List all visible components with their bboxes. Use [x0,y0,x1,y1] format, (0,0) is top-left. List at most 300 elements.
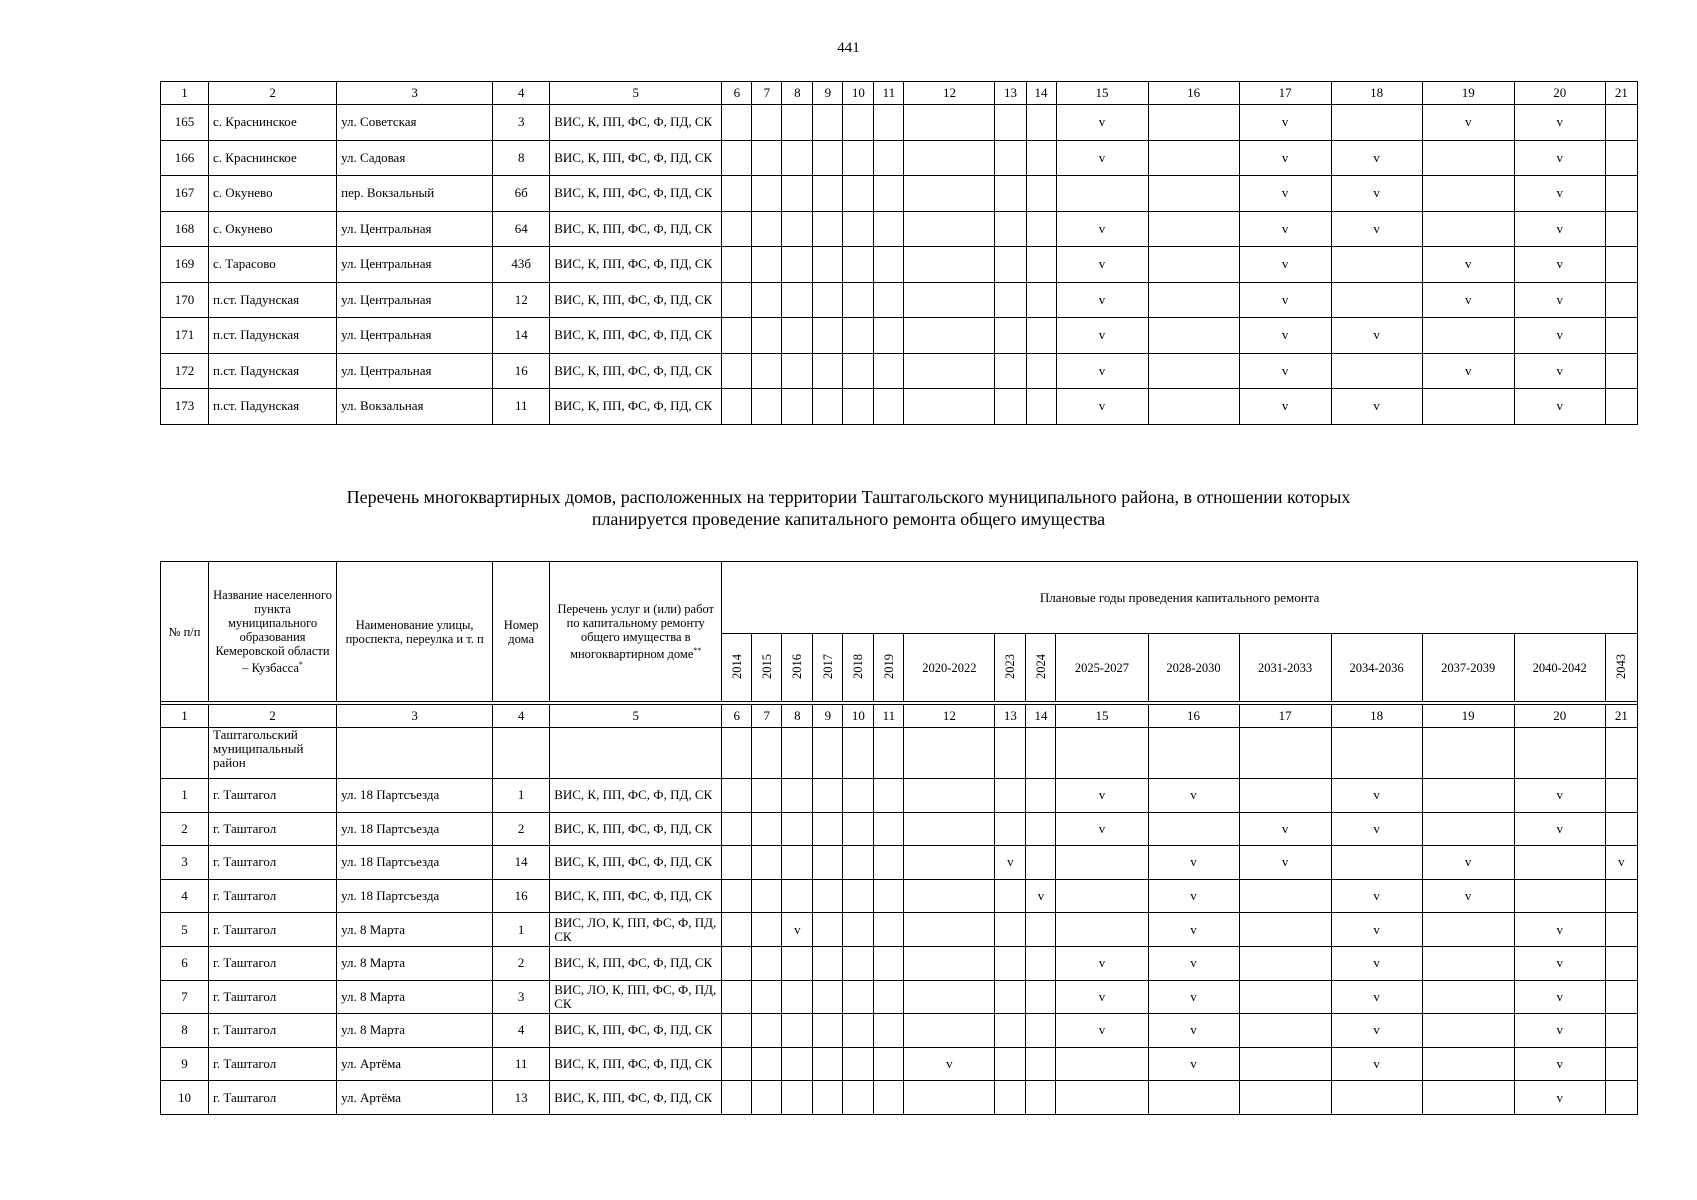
header-year-label: 2040-2042 [1532,660,1587,675]
column-index-cell: 18 [1331,82,1422,105]
row-year-cell [1605,353,1637,389]
header-year [752,634,782,702]
row-year-cell [1239,1014,1331,1048]
check-mark: v [1373,185,1380,201]
row-house: 6б [493,176,550,212]
header-year-label: 2023 [1003,653,1018,679]
row-year-cell [843,211,874,247]
row-services: ВИС, К, ПП, ФС, Ф, ПД, СК [550,176,722,212]
column-index-cell: 19 [1422,705,1514,728]
row-year-cell [782,980,813,1014]
row-year-cell [752,779,782,813]
check-mark: v [1373,149,1380,165]
row-year-cell [995,247,1026,283]
row-year-cell [874,105,904,141]
row-year-cell [1331,980,1422,1014]
row-year-cell [813,247,843,283]
row-year-cell [1026,1014,1056,1048]
row-year-cell [1514,913,1605,947]
row-year-cell [1239,389,1331,425]
row-year-cell [1605,247,1637,283]
row-year-cell [722,389,752,425]
row-year-cell [1239,282,1331,318]
row-year-cell [843,318,874,354]
column-index-cell: 8 [782,82,813,105]
check-mark: v [1281,220,1289,236]
check-mark: v [1373,1022,1380,1038]
row-year-cell [782,105,813,141]
row-street: ул. 18 Партсъезда [337,879,493,913]
column-index-cell: 21 [1605,82,1637,105]
table-row [161,1081,1638,1115]
row-year-cell [1605,846,1637,880]
row-year-cell [1514,1014,1605,1048]
row-number: 10 [161,1081,209,1115]
header-year [1026,634,1056,702]
row-year-cell [995,980,1026,1014]
row-year-cell [995,211,1026,247]
row-house: 4 [493,1014,550,1048]
row-year-cell [1026,1047,1056,1081]
row-year-cell [874,389,904,425]
row-year-cell [1026,105,1056,141]
row-year-cell [995,389,1026,425]
row-year-cell [1422,105,1514,141]
row-year-cell [904,1047,995,1081]
row-number: 168 [161,211,209,247]
row-street: ул. Центральная [337,247,493,283]
row-number: 6 [161,946,209,980]
row-year-cell [874,779,904,813]
row-number: 165 [161,105,209,141]
row-year-cell [1026,176,1056,212]
check-mark: v [1098,114,1106,130]
check-mark: v [1556,988,1563,1004]
check-mark: v [1098,149,1106,165]
row-year-cell [1605,389,1637,425]
check-mark: v [1464,888,1472,904]
row-year-cell [752,879,782,913]
header-year [904,634,995,702]
district-row [161,728,1638,779]
check-mark: v [1556,820,1563,836]
row-year-cell [1331,282,1422,318]
check-mark: v [1098,256,1106,272]
row-year-cell [722,812,752,846]
row-year-cell [1148,211,1239,247]
header-year [1239,634,1331,702]
row-year-cell [722,140,752,176]
row-locality: г. Таштагол [209,1014,337,1048]
row-year-cell [722,318,752,354]
row-year-cell [813,176,843,212]
row-year-cell [843,389,874,425]
header-year [1056,634,1148,702]
row-year-cell [904,879,995,913]
row-street: ул. 8 Марта [337,980,493,1014]
row-year-cell [995,812,1026,846]
page-number: 441 [837,40,860,56]
row-year-cell [1239,846,1331,880]
row-year-cell [782,353,813,389]
row-year-cell [904,1081,995,1115]
row-year-cell [1331,779,1422,813]
check-mark: v [1464,854,1472,870]
row-year-cell [843,1047,874,1081]
row-year-cell [1026,812,1056,846]
row-services: ВИС, ЛО, К, ПП, ФС, Ф, ПД, СК [550,980,722,1014]
row-house: 14 [493,846,550,880]
row-year-cell [1026,879,1056,913]
row-year-cell [1514,812,1605,846]
row-number: 5 [161,913,209,947]
row-year-cell [1148,353,1239,389]
row-year-cell [1239,879,1331,913]
row-year-cell [813,1081,843,1115]
row-year-cell [1605,318,1637,354]
row-year-cell [843,913,874,947]
column-index-cell: 9 [813,705,843,728]
check-mark: v [1373,220,1380,236]
row-year-cell [1422,913,1514,947]
check-mark: v [1190,921,1197,937]
row-locality: с. Краснинское [209,105,337,141]
row-year-cell [1239,353,1331,389]
row-street: ул. 8 Марта [337,946,493,980]
table-bottom-body [161,562,1638,1115]
header-year [1514,634,1605,702]
row-year-cell [1422,812,1514,846]
check-mark: v [1556,114,1564,130]
row-year-cell [782,946,813,980]
row-year-cell [813,105,843,141]
list-title [0,486,1697,530]
row-year-cell [874,1047,904,1081]
row-year-cell [1331,1081,1422,1115]
row-year-cell [752,946,782,980]
check-mark: v [1556,220,1564,236]
column-index-cell: 15 [1056,705,1148,728]
column-index-cell: 1 [161,82,209,105]
row-year-cell [1056,946,1148,980]
row-year-cell [995,846,1026,880]
check-mark: v [1098,955,1106,971]
row-year-cell [995,879,1026,913]
row-year-cell [1422,353,1514,389]
column-index-cell: 5 [550,82,722,105]
row-year-cell [995,1081,1026,1115]
header-year-label: 2016 [790,653,805,679]
row-year-cell [813,812,843,846]
row-year-cell [782,282,813,318]
check-mark: v [1098,220,1106,236]
row-year-cell [1056,1081,1148,1115]
row-year-cell [1026,913,1056,947]
row-locality: г. Таштагол [209,946,337,980]
row-year-cell [1605,282,1637,318]
check-mark: v [1556,327,1564,343]
row-year-cell [752,211,782,247]
row-year-cell [1605,140,1637,176]
row-year-cell [1056,211,1148,247]
row-year-cell [722,879,752,913]
row-year-cell [1514,879,1605,913]
row-year-cell [752,1014,782,1048]
row-number: 1 [161,779,209,813]
check-mark: v [794,921,801,937]
row-street: ул. Вокзальная [337,389,493,425]
row-number: 8 [161,1014,209,1048]
row-year-cell [722,846,752,880]
row-year-cell [874,282,904,318]
row-year-cell [874,913,904,947]
table-row [161,176,1638,212]
row-year-cell [1239,176,1331,212]
row-year-cell [843,1081,874,1115]
header-year [1331,634,1422,702]
row-year-cell [843,1014,874,1048]
check-mark: v [1373,1056,1380,1072]
row-year-cell [995,282,1026,318]
row-year-cell [995,1047,1026,1081]
row-year-cell [904,1014,995,1048]
row-year-cell [1056,980,1148,1014]
row-year-cell [813,846,843,880]
row-year-cell [1514,779,1605,813]
column-index-cell: 17 [1239,82,1331,105]
row-year-cell [1148,176,1239,212]
row-year-cell [843,140,874,176]
row-year-cell [752,389,782,425]
row-year-cell [1148,946,1239,980]
row-year-cell [1514,980,1605,1014]
table-row [161,846,1638,880]
row-number: 172 [161,353,209,389]
check-mark: v [1373,921,1380,937]
row-year-cell [722,211,752,247]
check-mark: v [1281,854,1289,870]
row-year-cell [995,913,1026,947]
row-year-cell [843,812,874,846]
check-mark: v [1373,820,1380,836]
row-locality: г. Таштагол [209,1047,337,1081]
check-mark: v [1464,256,1472,272]
column-index-cell: 2 [209,82,337,105]
row-year-cell [904,282,995,318]
column-index-cell: 12 [904,705,995,728]
row-year-cell [752,812,782,846]
row-year-cell [904,389,995,425]
check-mark: v [1556,921,1563,937]
row-services: ВИС, К, ПП, ФС, Ф, ПД, СК [550,140,722,176]
row-year-cell [1148,140,1239,176]
row-year-cell [1605,211,1637,247]
row-year-cell [1056,282,1148,318]
check-mark: v [1281,327,1289,343]
row-year-cell [1026,389,1056,425]
row-street: ул. Центральная [337,353,493,389]
row-street: ул. Центральная [337,282,493,318]
header-year-label: 2025-2027 [1074,660,1130,675]
row-year-cell [1056,247,1148,283]
row-year-cell [1148,1014,1239,1048]
row-year-cell [1331,846,1422,880]
row-year-cell [1605,1081,1637,1115]
row-year-cell [904,779,995,813]
row-year-cell [1331,1047,1422,1081]
table-row [161,105,1638,141]
row-year-cell [1331,1014,1422,1048]
row-year-cell [1514,105,1605,141]
header-street: Наименование улицы, проспекта, переулка и т. п [337,562,493,702]
row-year-cell [1239,318,1331,354]
list-title-line-2: планируется проведение капитального ремонта общего имущества [591,509,1106,529]
row-house: 14 [493,318,550,354]
row-services: ВИС, К, ПП, ФС, Ф, ПД, СК [550,1014,722,1048]
column-index-cell: 9 [813,82,843,105]
row-year-cell [1422,1047,1514,1081]
row-house: 8 [493,140,550,176]
row-year-cell [722,105,752,141]
column-index-cell: 13 [995,82,1026,105]
row-year-cell [1056,779,1148,813]
row-street: ул. Артёма [337,1081,493,1115]
row-year-cell [1331,176,1422,212]
row-street: пер. Вокзальный [337,176,493,212]
row-street: ул. 18 Партсъезда [337,846,493,880]
row-year-cell [874,247,904,283]
check-mark: v [1281,256,1289,272]
row-year-cell [1331,353,1422,389]
column-index-cell: 17 [1239,705,1331,728]
row-year-cell [874,946,904,980]
table-row [161,913,1638,947]
check-mark: v [1373,327,1380,343]
column-index-cell: 10 [843,705,874,728]
check-mark: v [1098,362,1106,378]
check-mark: v [1098,1022,1106,1038]
check-mark: v [1556,1056,1563,1072]
table-row [161,879,1638,913]
header-year-label: 2031-2033 [1257,660,1313,675]
row-services: ВИС, К, ПП, ФС, Ф, ПД, СК [550,1047,722,1081]
row-year-cell [752,282,782,318]
header-year [782,634,813,702]
row-locality: с. Окунево [209,211,337,247]
row-year-cell [752,1081,782,1115]
row-year-cell [904,318,995,354]
check-mark: v [1373,398,1380,414]
check-mark: v [1556,149,1564,165]
row-year-cell [752,247,782,283]
row-year-cell [782,1047,813,1081]
header-years-title: Плановые годы проведения капитального ремонта [722,562,1638,634]
check-mark: v [1281,114,1289,130]
list-title-line-1: Перечень многоквартирных домов, расположенных на территории Таштагольского муниципального района, в отношении которых [346,487,1351,507]
row-year-cell [843,980,874,1014]
header-year [874,634,904,702]
check-mark: v [1556,362,1564,378]
row-street: ул. 8 Марта [337,913,493,947]
row-year-cell [874,1081,904,1115]
row-year-cell [752,140,782,176]
table-row [161,1047,1638,1081]
row-house: 3 [493,980,550,1014]
row-year-cell [813,389,843,425]
table-bottom [160,561,1638,1115]
row-services: ВИС, ЛО, К, ПП, ФС, Ф, ПД, СК [550,913,722,947]
row-number: 9 [161,1047,209,1081]
check-mark: v [1190,1056,1197,1072]
row-year-cell [782,318,813,354]
row-year-cell [843,846,874,880]
row-number: 171 [161,318,209,354]
row-year-cell [1056,140,1148,176]
row-number: 7 [161,980,209,1014]
row-number: 167 [161,176,209,212]
check-mark: v [1556,1089,1563,1105]
row-year-cell [1026,282,1056,318]
row-year-cell [1605,946,1637,980]
row-year-cell [874,140,904,176]
row-locality: п.ст. Падунская [209,318,337,354]
row-year-cell [843,282,874,318]
check-mark: v [1190,854,1197,870]
row-year-cell [813,140,843,176]
row-year-cell [782,1014,813,1048]
row-year-cell [782,812,813,846]
table-row [161,247,1638,283]
header-year-label: 2028-2030 [1166,660,1221,675]
row-year-cell [1422,176,1514,212]
row-year-cell [1331,140,1422,176]
row-year-cell [904,140,995,176]
row-house: 43б [493,247,550,283]
check-mark: v [1281,820,1289,836]
row-street: ул. Артёма [337,1047,493,1081]
table-row [161,980,1638,1014]
row-year-cell [904,176,995,212]
row-year-cell [1605,812,1637,846]
row-locality: г. Таштагол [209,1081,337,1115]
column-index-cell: 5 [550,705,722,728]
row-services: ВИС, К, ПП, ФС, Ф, ПД, СК [550,105,722,141]
row-year-cell [1148,980,1239,1014]
row-year-cell [752,913,782,947]
row-year-cell [1514,140,1605,176]
check-mark: v [1464,114,1472,130]
row-year-cell [1605,176,1637,212]
row-year-cell [904,812,995,846]
row-locality: г. Таштагол [209,779,337,813]
row-year-cell [1026,318,1056,354]
row-year-cell [752,1047,782,1081]
row-year-cell [1605,879,1637,913]
row-locality: с. Краснинское [209,140,337,176]
row-year-cell [1331,318,1422,354]
check-mark: v [1281,398,1289,414]
check-mark: v [1007,854,1014,870]
row-number: 173 [161,389,209,425]
row-year-cell [843,779,874,813]
column-index-cell: 11 [874,705,904,728]
row-street: ул. 18 Партсъезда [337,812,493,846]
row-number: 166 [161,140,209,176]
row-year-cell [722,176,752,212]
row-year-cell [1514,282,1605,318]
check-mark: v [1556,256,1564,272]
row-year-cell [1148,1047,1239,1081]
